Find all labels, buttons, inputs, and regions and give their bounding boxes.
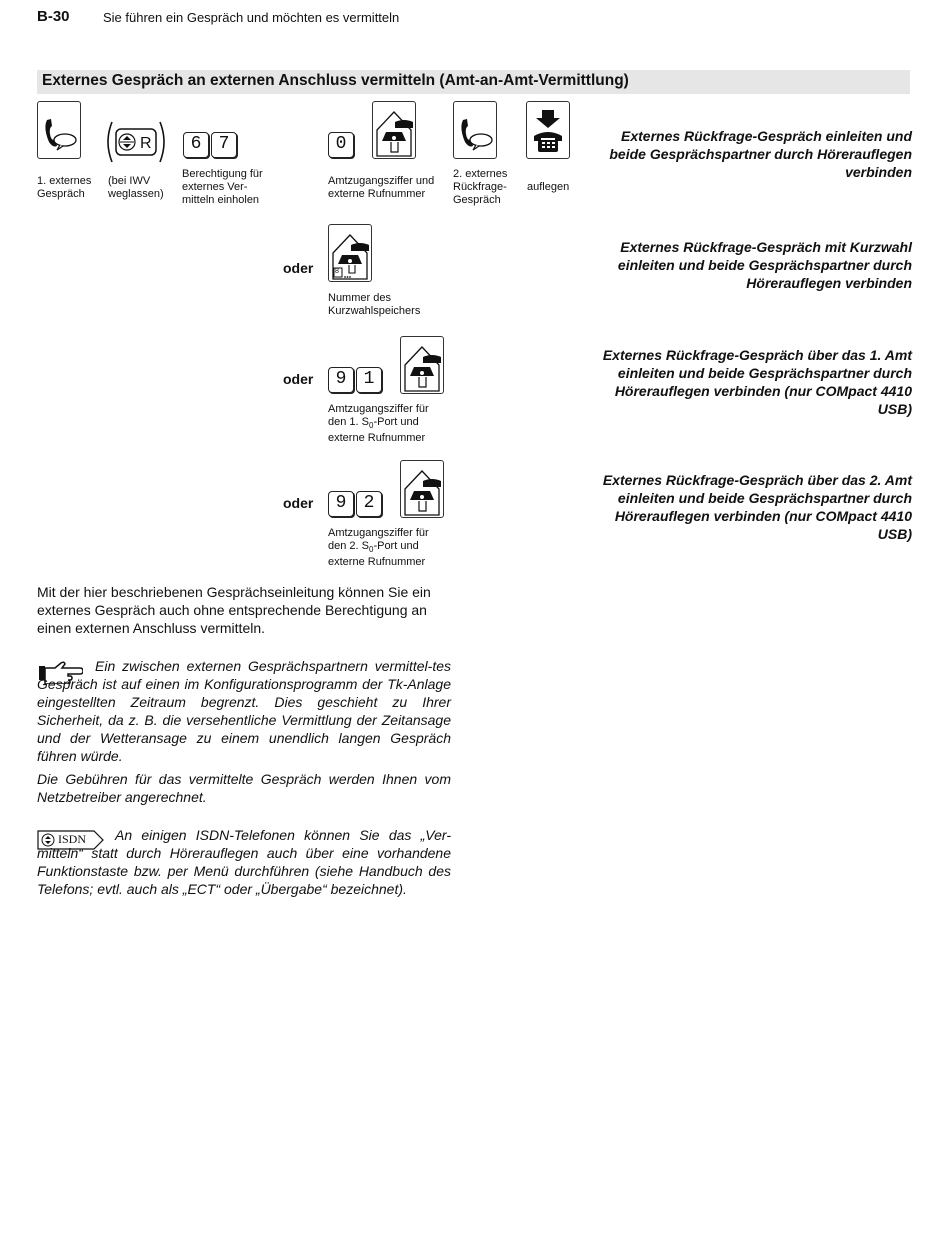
key-6: 6 <box>183 132 209 158</box>
isdn-note-paragraph: An einigen ISDN-Telefonen können Sie das „Ver-mitteln“ statt durch Hörerauflegen auch über eine vorhandene Funktionstaste bzw. per Menü durchführen (siehe Handbuch des Telefons; evtl. auch als „ECT“ oder „Übergabe“ bezeichnet). <box>37 827 451 897</box>
description-2: Externes Rückfrage-Gespräch mit Kurzwahl einleiten und beide Gesprächspartner durch Hörerauflegen verbinden <box>617 239 912 291</box>
key-9b: 9 <box>328 491 354 517</box>
external-line-house-icon <box>372 101 416 159</box>
step1-caption: 1. externes Gespräch <box>37 175 92 200</box>
external-line-house-icon-2 <box>400 336 444 394</box>
isdn-badge-label: ISDN <box>58 832 87 846</box>
intro-paragraph: Mit der hier beschriebenen Gesprächseinleitung können Sie ein externes Gespräch auch ohne entsprechende Berechtigung an einen externen Anschluss vermitteln. <box>37 584 431 636</box>
or-label-3: oder <box>283 495 314 511</box>
or-label-1: oder <box>283 260 314 276</box>
section-heading <box>37 70 910 94</box>
step4-caption: Amtzugangsziffer und externe Rufnummer <box>328 175 435 200</box>
or-label-2: oder <box>283 371 314 387</box>
running-title: Sie führen ein Gespräch und möchten es vermitteln <box>103 10 400 25</box>
description-1: Externes Rückfrage-Gespräch einleiten und beide Gesprächspartner durch Hörerauflegen verbinden <box>609 128 912 180</box>
step3-caption: Berechtigung für externes Ver-mitteln einholen <box>182 168 263 206</box>
flash-r-key-icon <box>105 120 167 164</box>
alt3-caption: Amtzugangsziffer für den 2. $S_0$-Port und externe Rufnummer <box>328 527 429 569</box>
flash-key-letter: R <box>140 135 152 152</box>
note-paragraph-1: Ein zwischen externen Gesprächspartnern vermittel-tes Gespräch ist auf einen im Konfigurationsprogramm der Tk-Anlage eingestellten Zeitraum begrenzt. Dies geschieht zu Ihrer Sicherheit, da z. B. die versehentliche Vermittlung der Zeitansage und der Wetteransage zu einem unendlich langen Gespräch führen würde. <box>37 658 451 764</box>
step2-caption: (bei IWV weglassen) <box>108 175 164 200</box>
handset-speech-icon-2 <box>453 101 497 159</box>
page-number: B-30 <box>37 8 70 25</box>
handset-speech-icon <box>37 101 81 159</box>
hang-up-phone-icon <box>526 101 570 159</box>
alt1-caption: Nummer des Kurzwahlspeichers <box>328 292 421 317</box>
step5-caption: 2. externes Rückfrage-Gespräch <box>453 168 508 206</box>
step6-caption: auflegen <box>527 181 570 193</box>
external-line-house-icon-3 <box>400 460 444 518</box>
note-paragraph-2: Die Gebühren für das vermittelte Gespräch werden Ihnen vom Netzbetreiber angerechnet. <box>37 771 451 805</box>
key-9: 9 <box>328 367 354 393</box>
alt2-caption: Amtzugangsziffer für den 1. $S_0$-Port und externe Rufnummer <box>328 403 429 445</box>
speed-dial-mini-key: 8 <box>335 268 339 275</box>
key-1: 1 <box>356 367 382 393</box>
key-2: 2 <box>356 491 382 517</box>
description-3: Externes Rückfrage-Gespräch über das 1. Amt einleiten und beide Gesprächspartner durch Hörerauflegen verbinden (nur COMpact 4410 USB) <box>602 347 912 417</box>
section-title: Externes Gespräch an externen Anschluss vermitteln (Amt-an-Amt-Vermittlung) <box>42 72 629 89</box>
description-4: Externes Rückfrage-Gespräch über das 2. Amt einleiten und beide Gesprächspartner durch Hörerauflegen verbinden (nur COMpact 4410 USB) <box>602 472 912 542</box>
key-7: 7 <box>211 132 237 158</box>
key-0: 0 <box>328 132 354 158</box>
